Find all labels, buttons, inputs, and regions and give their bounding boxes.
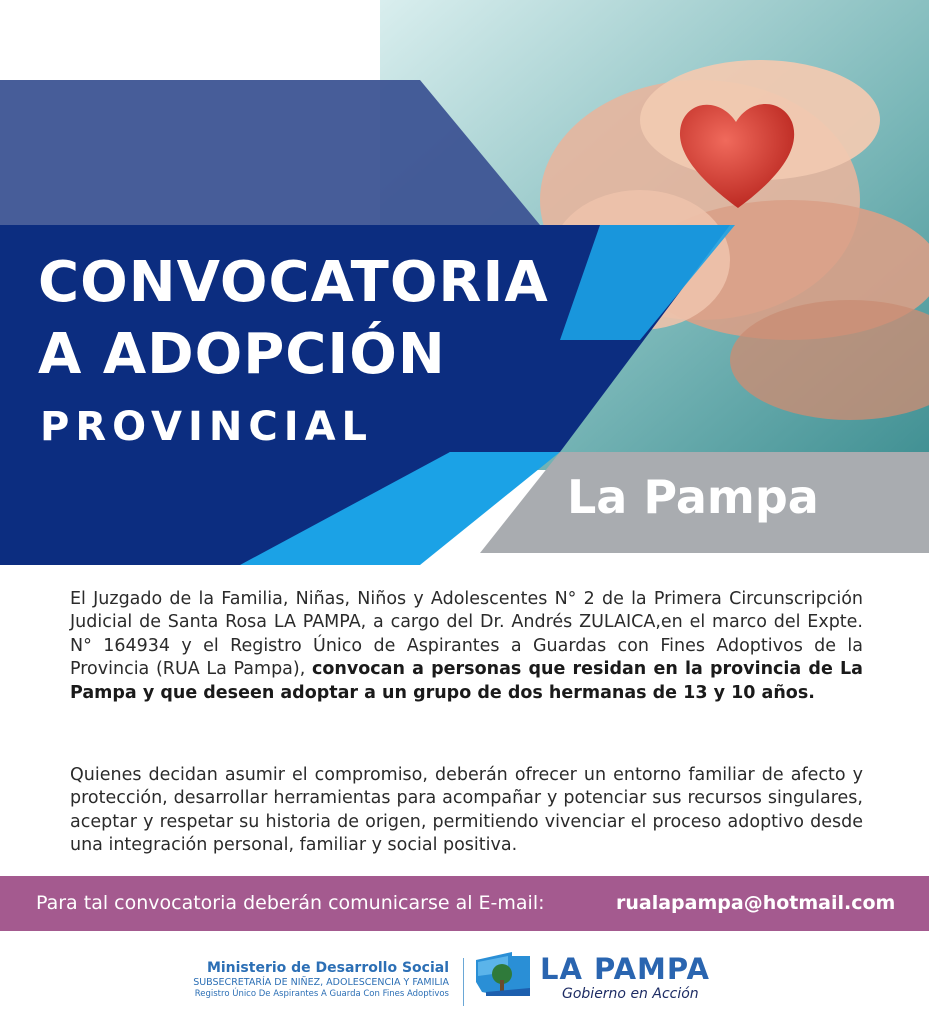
requirements-paragraph: Quienes decidan asumir el compromiso, deberán ofrecer un entorno familiar de afecto y protección, desarrollar herramientas para acompañar y potenciar sus recursos singulares, aceptar y respetar su historia de origen, permitiendo vivenciar el proceso adoptivo desde una integración personal, familiar y social positiva. bbox=[70, 765, 863, 856]
gov-tagline: Gobierno en Acción bbox=[562, 986, 699, 1002]
region-label: La Pampa bbox=[567, 470, 819, 524]
title-line-2: A ADOPCIÓN bbox=[38, 322, 446, 387]
footer bbox=[0, 940, 929, 1024]
subsecretaria-name: SUBSECRETARÍA DE NIÑEZ, ADOLESCENCIA Y FAMILIA bbox=[193, 977, 449, 988]
ministry-block bbox=[193, 960, 449, 1000]
title-line-3: PROVINCIAL bbox=[40, 404, 374, 450]
title-line-1: CONVOCATORIA bbox=[38, 250, 549, 315]
announcement-bold-text: convocan a personas que residan en la provincia de La Pampa y que deseen adoptar a un grupo de dos hermanas de 13 y 10 años. bbox=[70, 659, 863, 703]
gov-name: LA PAMPA bbox=[540, 952, 710, 986]
footer-divider bbox=[463, 958, 464, 1006]
ministry-name: Ministerio de Desarrollo Social bbox=[206, 960, 449, 976]
la-pampa-map-logo bbox=[472, 942, 536, 1006]
contact-text: Para tal convocatoria deberán comunicarse al E-mail: bbox=[36, 892, 545, 914]
contact-band bbox=[0, 876, 929, 931]
registro-name: Registro Único De Aspirantes A Guarda Con Fines Adoptivos bbox=[194, 989, 449, 999]
contact-email-link[interactable]: rualapampa@hotmail.com bbox=[616, 892, 896, 914]
announcement-paragraph bbox=[70, 588, 863, 705]
announcement-text: El Juzgado de la Familia, Niñas, Niños y Adolescentes N° 2 de la Primera Circunscripción Judicial de Santa Rosa LA PAMPA, a cargo del Dr. Andrés ZULAICA,en el marco del Expte. N° 164934 y el Registro Único de Aspirantes a Guardas con Fines Adoptivos de la Provincia (RUA La Pampa), bbox=[70, 589, 863, 680]
